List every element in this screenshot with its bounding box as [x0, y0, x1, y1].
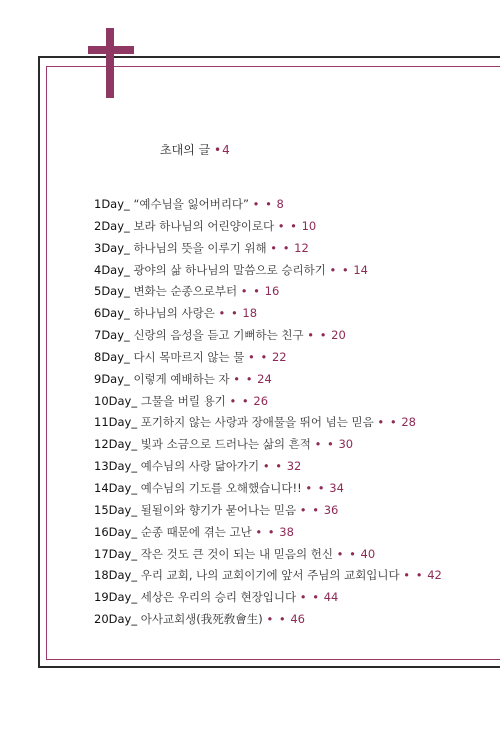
- toc-day: 9Day_: [94, 371, 130, 386]
- toc-separator: • •: [277, 218, 298, 233]
- toc-item[interactable]: [94, 436, 494, 458]
- toc-item[interactable]: [94, 589, 494, 611]
- toc-day: 16Day_: [94, 524, 138, 539]
- toc-page: 38: [279, 524, 294, 539]
- toc-page: 34: [329, 480, 344, 495]
- toc-item[interactable]: [94, 414, 494, 436]
- toc-day: 6Day_: [94, 306, 130, 321]
- toc-separator: • •: [270, 240, 291, 255]
- intro-dot: •: [214, 143, 223, 157]
- toc-title: 포기하지 않는 사랑과 장애물을 뛰어 넘는 믿음: [140, 415, 374, 430]
- toc-day: 10Day_: [94, 393, 138, 408]
- toc-item[interactable]: [94, 240, 494, 262]
- toc-separator: • •: [233, 371, 254, 386]
- toc-day: 3Day_: [94, 240, 130, 255]
- toc-page: 8: [276, 197, 284, 211]
- toc-title: 될될이와 향기가 묻어나는 믿음: [140, 502, 297, 517]
- toc-page: 42: [427, 568, 442, 583]
- toc-title: 하나님의 사랑은: [133, 306, 215, 321]
- toc-item[interactable]: [94, 567, 494, 589]
- toc-separator: • •: [229, 393, 250, 408]
- toc-page: 20: [331, 328, 346, 343]
- toc-item[interactable]: [94, 218, 494, 240]
- toc-title: 예수님의 사랑 닮아가기: [140, 459, 260, 474]
- toc-item[interactable]: [94, 283, 494, 305]
- toc-title: 빛과 소금으로 드러나는 삶의 흔적: [140, 437, 311, 452]
- toc-separator: • •: [299, 590, 321, 605]
- intro-page: 4: [222, 143, 230, 157]
- toc-page: 24: [257, 371, 272, 386]
- toc-separator: • •: [307, 328, 328, 343]
- toc-day: 12Day_: [94, 437, 138, 452]
- toc-separator: • •: [377, 415, 398, 430]
- toc-page: 26: [253, 393, 269, 408]
- toc-page: 46: [290, 612, 305, 627]
- toc-title: 그물을 버릴 용기: [140, 393, 226, 408]
- toc-day: 19Day_: [94, 590, 138, 605]
- toc-separator: • •: [266, 612, 287, 627]
- toc-page: 30: [338, 437, 354, 452]
- toc-page: 14: [353, 262, 368, 277]
- toc-page: 40: [360, 546, 376, 561]
- toc-title: 이렇게 예배하는 자: [133, 371, 230, 386]
- toc-title: 세상은 우리의 승리 현장입니다: [140, 590, 297, 605]
- toc-title: 광야의 삶 하나님의 말씀으로 승리하기: [133, 262, 326, 277]
- frame-corner-tick: [38, 56, 40, 70]
- toc-day: 20Day_: [94, 612, 138, 627]
- toc-day: 5Day_: [94, 284, 130, 299]
- toc-page: 12: [294, 240, 309, 255]
- cross-icon-horizontal: [88, 46, 134, 54]
- toc-day: 1Day_: [94, 197, 130, 211]
- intro-entry[interactable]: [160, 141, 230, 158]
- toc-page: 28: [401, 415, 416, 430]
- toc-title: 아사교회생(我死敎會生): [140, 612, 263, 627]
- toc-item[interactable]: [94, 327, 494, 349]
- intro-label: 초대의 글: [160, 143, 211, 157]
- toc-separator: • •: [329, 262, 350, 277]
- toc-page: 10: [301, 218, 317, 233]
- toc-separator: • •: [314, 437, 335, 452]
- toc-item[interactable]: [94, 371, 494, 393]
- toc-page: 32: [286, 459, 302, 474]
- toc-item[interactable]: [94, 524, 494, 546]
- toc-day: 17Day_: [94, 546, 138, 561]
- toc-separator: • •: [305, 480, 326, 495]
- toc-title: 변화는 순종으로부터: [133, 284, 238, 299]
- cross-icon-vertical: [106, 28, 114, 98]
- toc-page: 44: [323, 590, 339, 605]
- toc-separator: • •: [403, 568, 424, 583]
- toc-page: 22: [271, 349, 287, 364]
- toc-title: 순종 때문에 겪는 고난: [140, 524, 252, 539]
- toc-item[interactable]: [94, 393, 494, 415]
- toc-title: 작은 것도 큰 것이 되는 내 믿음의 헌신: [140, 546, 333, 561]
- toc-title: 우리 교회, 나의 교회이기에 앞서 주님의 교회입니다: [140, 568, 400, 583]
- toc-day: 15Day_: [94, 502, 138, 517]
- toc-item[interactable]: [94, 305, 494, 327]
- toc-title: 예수님의 기도를 오해했습니다!!: [140, 480, 302, 495]
- toc-separator: • •: [248, 349, 269, 364]
- toc-day: 13Day_: [94, 459, 138, 474]
- toc-item[interactable]: [94, 480, 494, 502]
- toc-page: 16: [264, 284, 280, 299]
- toc-item[interactable]: [94, 196, 494, 218]
- toc-day: 4Day_: [94, 262, 130, 277]
- toc-day: 18Day_: [94, 568, 138, 583]
- toc-separator: • •: [252, 197, 273, 211]
- toc-day: 8Day_: [94, 349, 130, 364]
- toc-item[interactable]: [94, 349, 494, 371]
- toc-separator: • •: [240, 284, 261, 299]
- toc-page: 36: [323, 502, 339, 517]
- toc-separator: • •: [262, 459, 284, 474]
- toc-separator: • •: [299, 502, 321, 517]
- table-of-contents: [94, 196, 494, 633]
- toc-page: 18: [242, 306, 258, 321]
- toc-day: 14Day_: [94, 480, 138, 495]
- toc-item[interactable]: [94, 502, 494, 524]
- toc-title: 신랑의 음성을 듣고 기뻐하는 친구: [133, 328, 304, 343]
- toc-item[interactable]: [94, 611, 494, 633]
- toc-title: 보라 하나님의 어린양이로다: [133, 218, 275, 233]
- toc-title: 다시 목마르지 않는 물: [133, 349, 245, 364]
- toc-item[interactable]: [94, 262, 494, 284]
- toc-day: 7Day_: [94, 328, 130, 343]
- toc-separator: • •: [218, 306, 239, 321]
- toc-day: 2Day_: [94, 218, 130, 233]
- toc-item[interactable]: [94, 546, 494, 568]
- toc-day: 11Day_: [94, 415, 138, 430]
- toc-separator: • •: [336, 546, 357, 561]
- toc-title: “예수님을 잃어버리다”: [133, 197, 249, 211]
- toc-item[interactable]: [94, 458, 494, 480]
- toc-title: 하나님의 뜻을 이루기 위해: [133, 240, 267, 255]
- toc-separator: • •: [255, 524, 276, 539]
